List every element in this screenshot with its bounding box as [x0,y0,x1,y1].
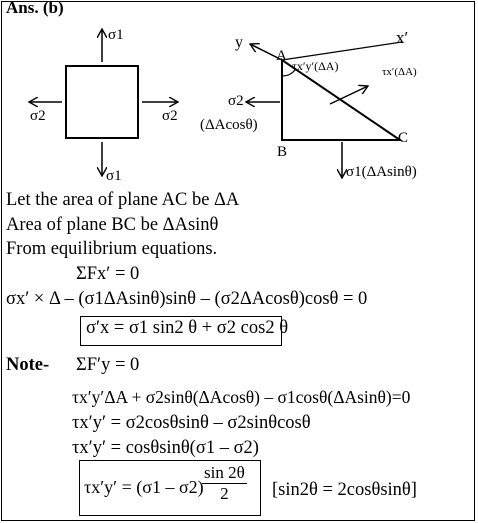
x-axis-line [282,42,402,60]
stress-element-square [66,66,138,138]
label-point-c: C [398,130,409,146]
line-equilibrium: From equilibrium equations. [6,239,218,259]
label-sigma2-left: σ2 [30,108,46,124]
result-tau-fraction [202,463,247,504]
eq-shear-step: τx′y′ = σ2cosθsinθ – σ2sinθcosθ [72,413,311,433]
label-sigma1-top: σ1 [108,27,124,43]
eq-sum-fy: ΣF′y = 0 [76,355,140,375]
fraction-denominator: 2 [220,484,229,503]
label-sigma2-right: σ2 [162,108,178,124]
eq-sum-fx: ΣFx′ = 0 [76,264,140,284]
shear-arrow [330,86,368,104]
answer-heading: Ans. (b) [6,0,64,17]
result-tau-lhs: τx′y′ = (σ1 – σ2) [84,477,204,497]
line-area-bc: Area of plane BC be ΔAsinθ [6,215,219,235]
label-sigma1-bottom: σ1 [106,168,122,184]
label-tau-x: τx′(ΔA) [382,66,417,78]
label-sigma2-force: σ2 [228,93,244,109]
label-point-a: A [276,48,287,64]
eq-shear-balance: τx′y′ΔA + σ2sinθ(ΔAcosθ) – σ1cosθ(ΔAsinθ)=0 [72,387,411,407]
eq-force-balance: σx′ × Δ – (σ1ΔAsinθ)sinθ – (σ2ΔAcosθ)cosθ = 0 [6,289,368,309]
label-force-bc: (ΔAcosθ) [200,117,258,133]
label-point-b: B [277,144,288,160]
identity-note: [sin2θ = 2cosθsinθ] [272,480,417,500]
fraction-numerator: sin 2θ [204,463,245,482]
label-tau-xy: τx′y′(ΔA) [292,59,339,73]
label-axis-x: x′ [396,28,409,47]
result-sigma-x: σ′x = σ1 sin2 θ + σ2 cos2 θ [86,318,289,338]
label-force-ab: σ1(ΔAsinθ) [346,164,417,180]
line-area-ac: Let the area of plane AC be ΔA [6,190,240,210]
eq-shear-simplified: τx′y′ = cosθsinθ(σ1 – σ2) [72,438,259,458]
note-label: Note- [6,355,50,375]
label-axis-y: y [235,34,243,51]
